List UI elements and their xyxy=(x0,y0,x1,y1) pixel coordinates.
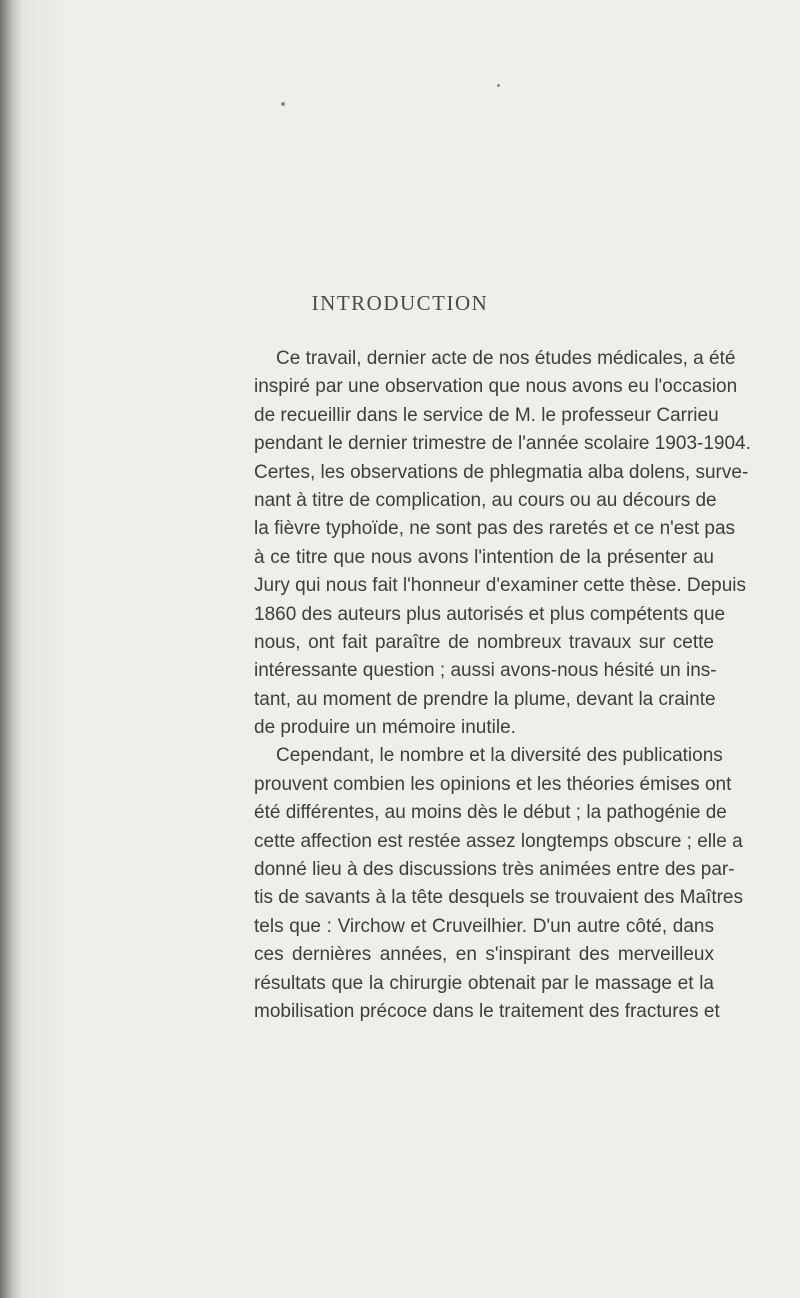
text-line: Cependant, le nombre et la diversité des publications xyxy=(276,745,723,767)
text-line: de recueillir dans le service de M. le professeur Carrieu xyxy=(254,404,719,426)
text-line: 1860 des auteurs plus autorisés et plus compétents que xyxy=(254,603,726,625)
page-title: INTRODUCTION xyxy=(311,291,489,315)
text-line: nous, ont fait paraître de nombreux travaux sur cette xyxy=(254,631,714,653)
paragraph-2 xyxy=(254,742,743,1026)
text-line: tels que : Virchow et Cruveilhier. D'un autre côté, dans xyxy=(254,915,714,937)
ink-speck xyxy=(497,84,500,87)
text-line: nant à titre de complication, au cours ou au décours de xyxy=(254,489,717,511)
text-line: tis de savants à la tête desquels se trouvaient des Maîtres xyxy=(254,887,743,909)
text-line: intéressante question ; aussi avons-nous hésité un ins- xyxy=(254,660,717,682)
text-line: donné lieu à des discussions très animées entre des par- xyxy=(254,859,735,881)
paragraph-1 xyxy=(254,345,751,742)
text-line: résultats que la chirurgie obtenait par le massage et la xyxy=(254,972,714,994)
text-line: été différentes, au moins dès le début ; la pathogénie de xyxy=(254,802,727,824)
text-line: Ce travail, dernier acte de nos études médicales, a été xyxy=(276,348,736,369)
text-line: Certes, les observations de phlegmatia alba dolens, surve- xyxy=(254,461,749,483)
text-line-last: de produire un mémoire inutile. xyxy=(254,717,516,739)
text-line: cette affection est restée assez longtemps obscure ; elle a xyxy=(254,830,743,852)
text-line: ces dernières années, en s'inspirant des merveilleux xyxy=(254,944,714,966)
text-line: pendant le dernier trimestre de l'année scolaire 1903-1904. xyxy=(254,433,751,455)
text-line: la fièvre typhoïde, ne sont pas des raretés et ce n'est pas xyxy=(254,518,736,540)
text-line: Jury qui nous fait l'honneur d'examiner cette thèse. Depuis xyxy=(254,575,747,597)
body-text xyxy=(254,345,751,1026)
text-line: inspiré par une observation que nous avons eu l'occasion xyxy=(254,376,738,398)
text-line: tant, au moment de prendre la plume, devant la crainte xyxy=(254,688,716,710)
text-line: à ce titre que nous avons l'intention de la présenter au xyxy=(254,546,714,568)
text-line: mobilisation précoce dans le traitement des fractures et xyxy=(254,1000,720,1022)
ink-speck xyxy=(281,102,285,106)
text-line: prouvent combien les opinions et les théories émises ont xyxy=(254,773,732,795)
page-spine-shadow xyxy=(0,0,22,1298)
